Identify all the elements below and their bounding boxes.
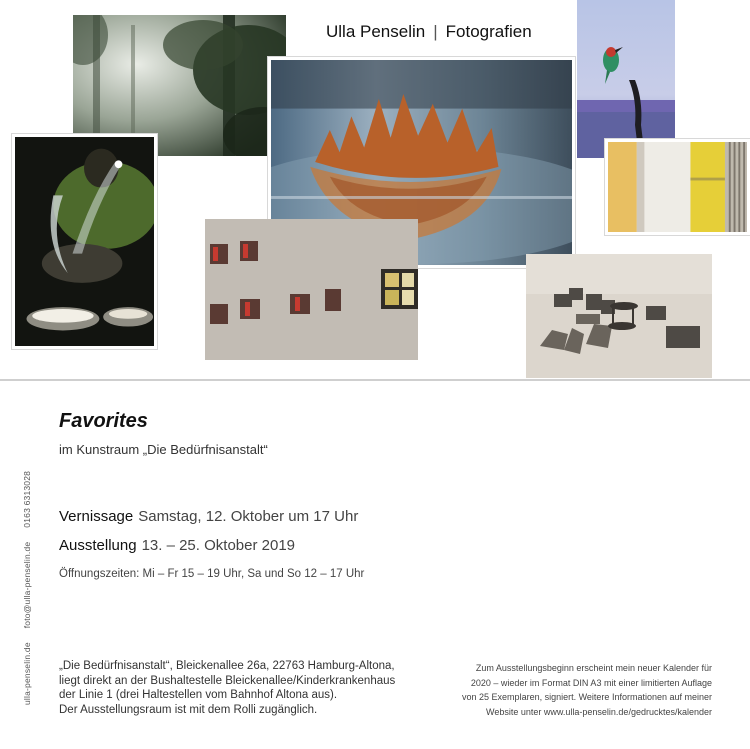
photo-stones-sand	[526, 254, 712, 378]
note-line: 2020 – wieder im Format DIN A3 mit einer limitierten Auflage	[470, 677, 712, 688]
header-title	[326, 22, 532, 46]
photo-bird-branch	[577, 0, 675, 158]
section-divider	[0, 379, 750, 381]
opening-hours: Öffnungszeiten: Mi – Fr 15 – 19 Uhr, Sa und So 12 – 17 Uhr	[59, 568, 365, 580]
photographer-name: Ulla Penselin	[326, 22, 426, 41]
ausstellung-label: Ausstellung	[59, 537, 137, 554]
stones-sand-image	[526, 254, 712, 378]
contact-phone: 0163 6313028	[22, 470, 32, 528]
photo-woman-cooking	[12, 134, 157, 349]
address-line: liegt direkt an der Bushaltestelle Bleickenallee/Kinderkrankenhaus	[59, 674, 396, 687]
contact-email[interactable]: foto@ulla-penselin.de	[22, 541, 32, 629]
building-windows-image	[205, 219, 418, 360]
calendar-note	[412, 661, 712, 719]
vernissage-label: Vernissage	[59, 508, 134, 525]
photo-building-windows	[205, 219, 418, 360]
ausstellung-value: 13. – 25. Oktober 2019	[141, 537, 296, 554]
bird-branch-image	[577, 0, 675, 158]
exhibition-title: Favorites	[59, 410, 148, 432]
woman-cooking-image	[15, 137, 154, 346]
address-line: der Linie 1 (drei Haltestellen vom Bahnhof Altona aus).	[59, 689, 338, 701]
contact-vertical	[22, 457, 32, 705]
contact-website[interactable]: ulla-penselin.de	[22, 642, 32, 705]
title-separator: |	[433, 22, 438, 41]
note-line: Zum Ausstellungsbeginn erscheint mein neuer Kalender für	[475, 663, 712, 673]
address-line: Der Ausstellungsraum ist mit dem Rolli zugänglich.	[59, 703, 318, 716]
venue-address	[59, 659, 395, 717]
note-line: von 25 Exemplaren, signiert. Weitere Informationen auf meiner	[462, 692, 712, 702]
note-line: Website unter www.ulla-penselin.de/gedrucktes/kalender	[486, 706, 712, 717]
yellow-door-image	[608, 142, 747, 232]
vernissage-value: Samstag, 12. Oktober um 17 Uhr	[138, 508, 359, 525]
address-line: „Die Bedürfnisanstalt“, Bleickenallee 26a, 22763 Hamburg-Altona,	[59, 660, 395, 672]
photo-yellow-door	[605, 139, 750, 235]
vernissage-line	[59, 508, 358, 526]
exhibition-venue: im Kunstraum „Die Bedürfnisanstalt“	[59, 442, 268, 457]
header-subtitle: Fotografien	[445, 22, 532, 41]
ausstellung-line	[59, 537, 295, 555]
